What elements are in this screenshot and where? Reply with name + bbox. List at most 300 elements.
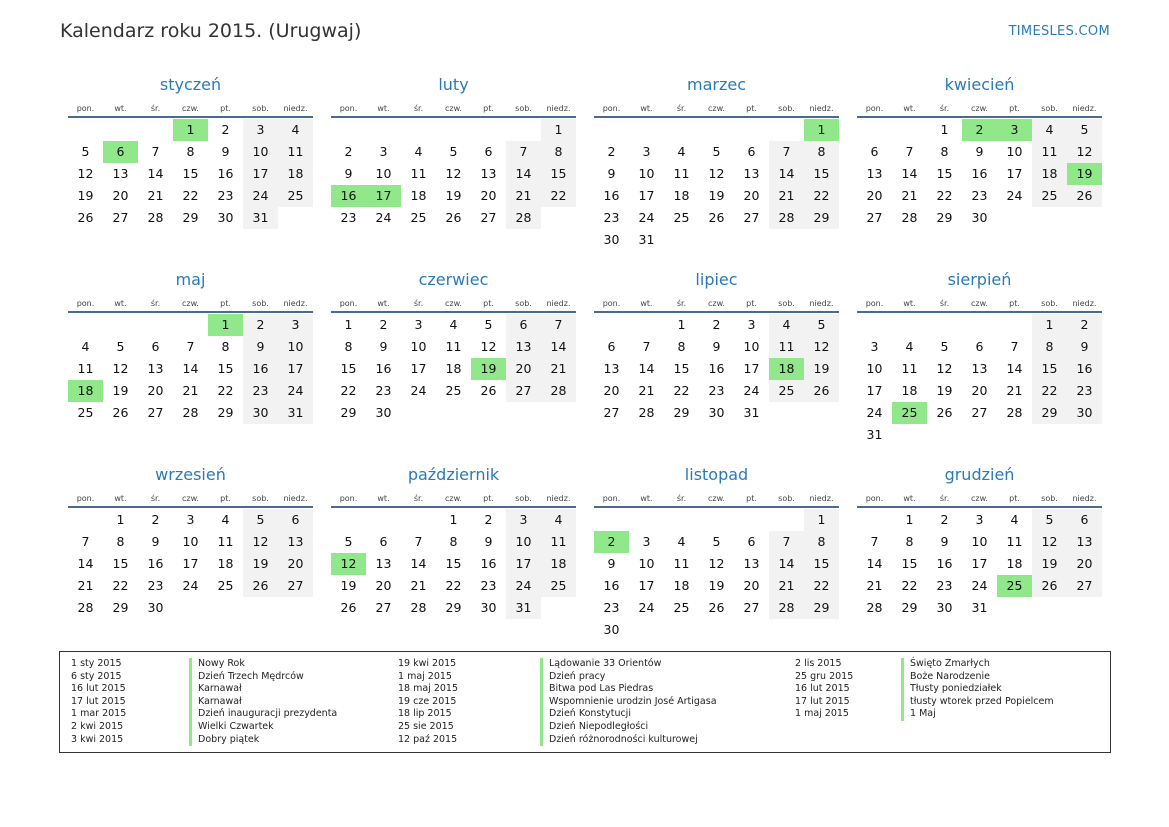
empty-cell xyxy=(892,314,927,336)
day-cell: 1 xyxy=(541,119,576,141)
empty-cell xyxy=(594,314,629,336)
months-grid xyxy=(68,74,1102,659)
day-cell: 2 xyxy=(344,144,353,159)
weekday-header xyxy=(594,293,839,313)
weekday-label: czw. xyxy=(182,494,199,503)
day-cell: 28 xyxy=(506,207,541,229)
empty-cell xyxy=(594,509,629,531)
day-cell: 3 xyxy=(642,144,651,159)
day-cell: 6 xyxy=(607,339,616,354)
empty-cell xyxy=(734,119,769,141)
day-cell: 10 xyxy=(638,166,655,181)
day-cell: 31 xyxy=(506,597,541,619)
day-cell: 10 xyxy=(375,166,392,181)
page-title: Kalendarz roku 2015. (Urugwaj) xyxy=(60,20,362,42)
weekday-label: śr. xyxy=(413,494,424,503)
weekday-label: śr. xyxy=(676,494,687,503)
legend-holiday-name: tłusty wtorek przed Popielcem xyxy=(901,696,1054,709)
day-cell: 20 xyxy=(743,188,760,203)
empty-cell xyxy=(68,314,103,336)
day-cell: 12 xyxy=(936,361,953,376)
day-cell: 21 xyxy=(410,578,427,593)
day-cell: 30 xyxy=(1067,402,1102,424)
legend-date: 6 sty 2015 xyxy=(71,670,122,682)
day-grid xyxy=(68,119,313,229)
legend-holiday-name: Dobry piątek xyxy=(189,734,337,747)
month-name: sierpień xyxy=(947,270,1012,289)
month-calendar xyxy=(857,464,1102,659)
holiday-day: 1 xyxy=(804,119,839,141)
day-cell: 6 xyxy=(151,339,160,354)
holiday-day: 6 xyxy=(103,141,138,163)
day-cell: 20 xyxy=(112,188,129,203)
day-cell: 16 xyxy=(1067,358,1102,380)
day-cell: 5 xyxy=(804,314,839,336)
day-cell: 29 xyxy=(901,600,918,615)
weekday-label: sob. xyxy=(252,104,269,113)
weekday-label: pon. xyxy=(865,299,884,308)
weekday-label: wt. xyxy=(114,494,127,503)
day-cell: 27 xyxy=(480,210,497,225)
day-cell: 8 xyxy=(449,534,458,549)
weekday-label: wt. xyxy=(640,494,653,503)
holiday-day: 3 xyxy=(997,119,1032,141)
weekday-label: niedz. xyxy=(809,104,834,113)
day-cell: 14 xyxy=(638,361,655,376)
day-cell: 22 xyxy=(340,383,357,398)
day-cell: 6 xyxy=(506,314,541,336)
empty-cell xyxy=(331,509,366,531)
weekday-header xyxy=(331,293,576,313)
day-cell: 1 xyxy=(116,512,125,527)
legend-dates-column xyxy=(398,658,458,746)
day-cell: 16 xyxy=(480,556,497,571)
month-name: maj xyxy=(175,270,206,289)
day-cell: 17 xyxy=(506,553,541,575)
day-cell: 12 xyxy=(804,336,839,358)
month-calendar xyxy=(331,74,576,269)
weekday-label: czw. xyxy=(708,494,725,503)
day-cell: 2 xyxy=(484,512,493,527)
day-cell: 18 xyxy=(1032,163,1067,185)
day-cell: 4 xyxy=(449,317,458,332)
weekday-label: pon. xyxy=(602,494,621,503)
day-cell: 14 xyxy=(506,163,541,185)
month-calendar xyxy=(68,74,313,269)
day-cell: 11 xyxy=(217,534,234,549)
day-cell: 17 xyxy=(1006,166,1023,181)
day-cell: 29 xyxy=(1032,402,1067,424)
weekday-label: pt. xyxy=(220,104,231,113)
day-cell: 17 xyxy=(866,383,883,398)
day-cell: 2 xyxy=(243,314,278,336)
day-cell: 26 xyxy=(243,575,278,597)
day-cell: 6 xyxy=(1067,509,1102,531)
day-cell: 30 xyxy=(971,210,988,225)
day-cell: 17 xyxy=(971,556,988,571)
holiday-day: 18 xyxy=(68,380,103,402)
day-cell: 2 xyxy=(712,317,721,332)
day-cell: 27 xyxy=(278,575,313,597)
day-cell: 19 xyxy=(708,188,725,203)
day-cell: 9 xyxy=(344,166,353,181)
month-calendar xyxy=(594,74,839,269)
legend-date: 19 kwi 2015 xyxy=(398,658,457,669)
day-cell: 17 xyxy=(638,188,655,203)
legend-holiday-name: Wielki Czwartek xyxy=(189,721,337,734)
day-cell: 20 xyxy=(147,383,164,398)
day-cell: 25 xyxy=(673,210,690,225)
month-calendar xyxy=(68,464,313,659)
day-cell: 18 xyxy=(673,188,690,203)
day-grid xyxy=(857,509,1102,619)
day-cell: 28 xyxy=(410,600,427,615)
month-name: październik xyxy=(407,465,500,484)
day-cell: 28 xyxy=(638,405,655,420)
site-link[interactable]: TIMESLES.COM xyxy=(1008,24,1110,39)
weekday-label: niedz. xyxy=(809,299,834,308)
empty-cell xyxy=(997,314,1032,336)
holiday-day: 18 xyxy=(769,358,804,380)
day-cell: 15 xyxy=(804,163,839,185)
day-cell: 11 xyxy=(1006,534,1023,549)
day-cell: 7 xyxy=(905,144,914,159)
day-cell: 24 xyxy=(506,575,541,597)
day-cell: 7 xyxy=(1010,339,1019,354)
day-cell: 18 xyxy=(217,556,234,571)
day-cell: 10 xyxy=(1006,144,1023,159)
day-cell: 2 xyxy=(607,144,616,159)
day-cell: 20 xyxy=(743,578,760,593)
holiday-day: 2 xyxy=(962,119,997,141)
weekday-label: czw. xyxy=(971,299,988,308)
weekday-label: czw. xyxy=(708,104,725,113)
day-cell: 11 xyxy=(769,336,804,358)
legend-holiday-name: 1 Maj xyxy=(901,708,1054,721)
empty-cell xyxy=(138,119,173,141)
day-cell: 16 xyxy=(603,578,620,593)
month-calendar xyxy=(857,269,1102,464)
day-cell: 5 xyxy=(940,339,949,354)
weekday-label: niedz. xyxy=(1072,494,1097,503)
day-cell: 19 xyxy=(112,383,129,398)
day-cell: 21 xyxy=(506,185,541,207)
day-cell: 29 xyxy=(340,405,357,420)
weekday-header xyxy=(68,98,313,118)
empty-cell xyxy=(68,509,103,531)
day-cell: 29 xyxy=(936,210,953,225)
weekday-label: pt. xyxy=(1009,104,1020,113)
empty-cell xyxy=(401,119,436,141)
day-cell: 22 xyxy=(217,383,234,398)
day-cell: 24 xyxy=(638,210,655,225)
legend-date: 1 maj 2015 xyxy=(795,708,849,720)
day-cell: 7 xyxy=(506,141,541,163)
day-cell: 1 xyxy=(1032,314,1067,336)
legend-names-column xyxy=(901,658,1054,721)
legend-holiday-name: Dzień pracy xyxy=(540,671,717,684)
day-cell: 6 xyxy=(747,534,756,549)
day-cell: 13 xyxy=(112,166,129,181)
day-cell: 21 xyxy=(541,358,576,380)
day-grid xyxy=(331,119,576,229)
day-cell: 2 xyxy=(151,512,160,527)
day-cell: 10 xyxy=(743,339,760,354)
day-cell: 16 xyxy=(936,556,953,571)
weekday-label: pon. xyxy=(339,104,358,113)
empty-cell xyxy=(699,509,734,531)
weekday-label: pt. xyxy=(483,104,494,113)
weekday-label: śr. xyxy=(150,494,161,503)
legend-holiday-name: Boże Narodzenie xyxy=(901,671,1054,684)
day-cell: 23 xyxy=(971,188,988,203)
weekday-label: pt. xyxy=(220,299,231,308)
day-cell: 22 xyxy=(541,185,576,207)
day-cell: 10 xyxy=(866,361,883,376)
legend-holiday-name: Dzień Niepodległości xyxy=(540,721,717,734)
day-cell: 8 xyxy=(905,534,914,549)
month-calendar xyxy=(857,74,1102,269)
day-cell: 9 xyxy=(484,534,493,549)
day-cell: 19 xyxy=(804,358,839,380)
day-cell: 25 xyxy=(445,383,462,398)
weekday-label: pt. xyxy=(746,104,757,113)
weekday-label: czw. xyxy=(708,299,725,308)
day-cell: 26 xyxy=(77,210,94,225)
day-cell: 25 xyxy=(77,405,94,420)
day-cell: 23 xyxy=(217,188,234,203)
empty-cell xyxy=(629,119,664,141)
day-cell: 28 xyxy=(182,405,199,420)
weekday-label: pt. xyxy=(220,494,231,503)
day-cell: 12 xyxy=(708,556,725,571)
day-cell: 12 xyxy=(445,166,462,181)
day-cell: 15 xyxy=(217,361,234,376)
day-cell: 3 xyxy=(379,144,388,159)
day-cell: 7 xyxy=(769,141,804,163)
day-cell: 18 xyxy=(901,383,918,398)
empty-cell xyxy=(506,119,541,141)
day-cell: 4 xyxy=(1010,512,1019,527)
legend-date: 1 sty 2015 xyxy=(71,658,122,669)
weekday-label: niedz. xyxy=(283,104,308,113)
day-cell: 26 xyxy=(804,380,839,402)
day-cell: 14 xyxy=(769,553,804,575)
day-cell: 24 xyxy=(1006,188,1023,203)
legend-holiday-name: Dzień inauguracji prezydenta xyxy=(189,708,337,721)
day-cell: 27 xyxy=(743,210,760,225)
weekday-label: sob. xyxy=(515,104,532,113)
month-name: marzec xyxy=(686,75,746,94)
day-cell: 4 xyxy=(221,512,230,527)
day-cell: 16 xyxy=(971,166,988,181)
weekday-label: pon. xyxy=(339,299,358,308)
empty-cell xyxy=(138,314,173,336)
day-cell: 26 xyxy=(708,210,725,225)
empty-cell xyxy=(927,314,962,336)
day-cell: 24 xyxy=(866,405,883,420)
day-cell: 9 xyxy=(712,339,721,354)
day-cell: 17 xyxy=(410,361,427,376)
day-cell: 13 xyxy=(743,166,760,181)
day-cell: 31 xyxy=(743,405,760,420)
day-cell: 25 xyxy=(1032,185,1067,207)
weekday-label: niedz. xyxy=(546,104,571,113)
day-cell: 19 xyxy=(243,553,278,575)
holiday-day: 25 xyxy=(997,575,1032,597)
holiday-day: 12 xyxy=(331,553,366,575)
day-cell: 22 xyxy=(445,578,462,593)
day-cell: 23 xyxy=(603,600,620,615)
day-cell: 16 xyxy=(375,361,392,376)
weekday-label: pt. xyxy=(483,299,494,308)
day-cell: 18 xyxy=(673,578,690,593)
weekday-label: niedz. xyxy=(1072,104,1097,113)
day-cell: 5 xyxy=(712,534,721,549)
weekday-label: niedz. xyxy=(1072,299,1097,308)
empty-cell xyxy=(857,119,892,141)
holiday-day: 25 xyxy=(892,402,927,424)
day-cell: 18 xyxy=(278,163,313,185)
day-cell: 20 xyxy=(375,578,392,593)
day-cell: 2 xyxy=(940,512,949,527)
day-cell: 25 xyxy=(769,380,804,402)
day-cell: 22 xyxy=(936,188,953,203)
day-cell: 9 xyxy=(607,556,616,571)
day-cell: 3 xyxy=(243,119,278,141)
weekday-label: sob. xyxy=(252,494,269,503)
month-name: grudzień xyxy=(944,465,1015,484)
day-cell: 24 xyxy=(375,210,392,225)
day-cell: 11 xyxy=(901,361,918,376)
day-cell: 31 xyxy=(971,600,988,615)
day-cell: 5 xyxy=(81,144,90,159)
day-cell: 20 xyxy=(480,188,497,203)
day-cell: 6 xyxy=(747,144,756,159)
day-cell: 5 xyxy=(484,317,493,332)
weekday-header xyxy=(68,488,313,508)
day-cell: 12 xyxy=(1067,141,1102,163)
weekday-label: czw. xyxy=(445,104,462,113)
day-cell: 10 xyxy=(182,534,199,549)
day-cell: 29 xyxy=(445,600,462,615)
day-cell: 28 xyxy=(77,600,94,615)
day-cell: 14 xyxy=(182,361,199,376)
day-cell: 10 xyxy=(638,556,655,571)
empty-cell xyxy=(366,509,401,531)
empty-cell xyxy=(436,119,471,141)
weekday-label: niedz. xyxy=(283,494,308,503)
day-cell: 6 xyxy=(484,144,493,159)
day-cell: 23 xyxy=(480,578,497,593)
day-grid xyxy=(594,314,839,424)
month-calendar xyxy=(331,269,576,464)
day-cell: 12 xyxy=(112,361,129,376)
weekday-label: czw. xyxy=(971,104,988,113)
weekday-label: czw. xyxy=(971,494,988,503)
day-cell: 8 xyxy=(186,144,195,159)
day-cell: 20 xyxy=(278,553,313,575)
day-cell: 9 xyxy=(243,336,278,358)
day-cell: 19 xyxy=(936,383,953,398)
day-cell: 22 xyxy=(901,578,918,593)
legend-date: 18 lip 2015 xyxy=(398,708,452,720)
day-cell: 4 xyxy=(278,119,313,141)
day-cell: 16 xyxy=(243,358,278,380)
day-cell: 5 xyxy=(243,509,278,531)
day-cell: 22 xyxy=(673,383,690,398)
legend-dates-column xyxy=(71,658,126,746)
legend-holiday-name: Dzień Trzech Mędrców xyxy=(189,671,337,684)
weekday-label: pon. xyxy=(339,494,358,503)
weekday-header xyxy=(331,98,576,118)
day-cell: 14 xyxy=(866,556,883,571)
day-cell: 15 xyxy=(182,166,199,181)
day-cell: 14 xyxy=(901,166,918,181)
day-cell: 8 xyxy=(804,531,839,553)
day-cell: 25 xyxy=(410,210,427,225)
legend-holiday-name: Nowy Rok xyxy=(189,658,337,671)
legend-holiday-name: Święto Zmarłych xyxy=(901,658,1054,671)
day-cell: 1 xyxy=(940,122,949,137)
day-cell: 2 xyxy=(221,122,230,137)
day-grid xyxy=(331,509,576,619)
day-cell: 14 xyxy=(541,336,576,358)
weekday-label: niedz. xyxy=(809,494,834,503)
day-cell: 20 xyxy=(866,188,883,203)
day-cell: 27 xyxy=(743,600,760,615)
day-cell: 3 xyxy=(642,534,651,549)
empty-cell xyxy=(594,119,629,141)
day-grid xyxy=(594,119,839,251)
empty-cell xyxy=(664,119,699,141)
empty-cell xyxy=(173,314,208,336)
day-cell: 8 xyxy=(344,339,353,354)
day-cell: 14 xyxy=(769,163,804,185)
day-cell: 16 xyxy=(603,188,620,203)
month-name: lipiec xyxy=(695,270,738,289)
day-cell: 30 xyxy=(243,402,278,424)
day-cell: 19 xyxy=(77,188,94,203)
weekday-label: wt. xyxy=(640,104,653,113)
day-cell: 29 xyxy=(217,405,234,420)
day-cell: 19 xyxy=(340,578,357,593)
day-cell: 30 xyxy=(375,405,392,420)
day-cell: 21 xyxy=(866,578,883,593)
day-cell: 20 xyxy=(971,383,988,398)
day-cell: 23 xyxy=(1067,380,1102,402)
weekday-label: pt. xyxy=(483,494,494,503)
legend-date: 12 paź 2015 xyxy=(398,733,458,745)
day-cell: 5 xyxy=(712,144,721,159)
legend-holiday-name: Bitwa pod Las Piedras xyxy=(540,683,717,696)
day-grid xyxy=(594,509,839,641)
day-cell: 30 xyxy=(147,600,164,615)
legend-date: 2 kwi 2015 xyxy=(71,720,124,732)
weekday-label: śr. xyxy=(939,104,950,113)
day-cell: 7 xyxy=(642,339,651,354)
legend-date: 19 cze 2015 xyxy=(398,695,457,707)
day-cell: 2 xyxy=(1067,314,1102,336)
day-cell: 16 xyxy=(147,556,164,571)
weekday-label: sob. xyxy=(1041,494,1058,503)
day-cell: 23 xyxy=(708,383,725,398)
day-cell: 17 xyxy=(243,163,278,185)
day-cell: 30 xyxy=(708,405,725,420)
day-cell: 4 xyxy=(677,144,686,159)
weekday-header xyxy=(857,98,1102,118)
weekday-label: sob. xyxy=(778,299,795,308)
